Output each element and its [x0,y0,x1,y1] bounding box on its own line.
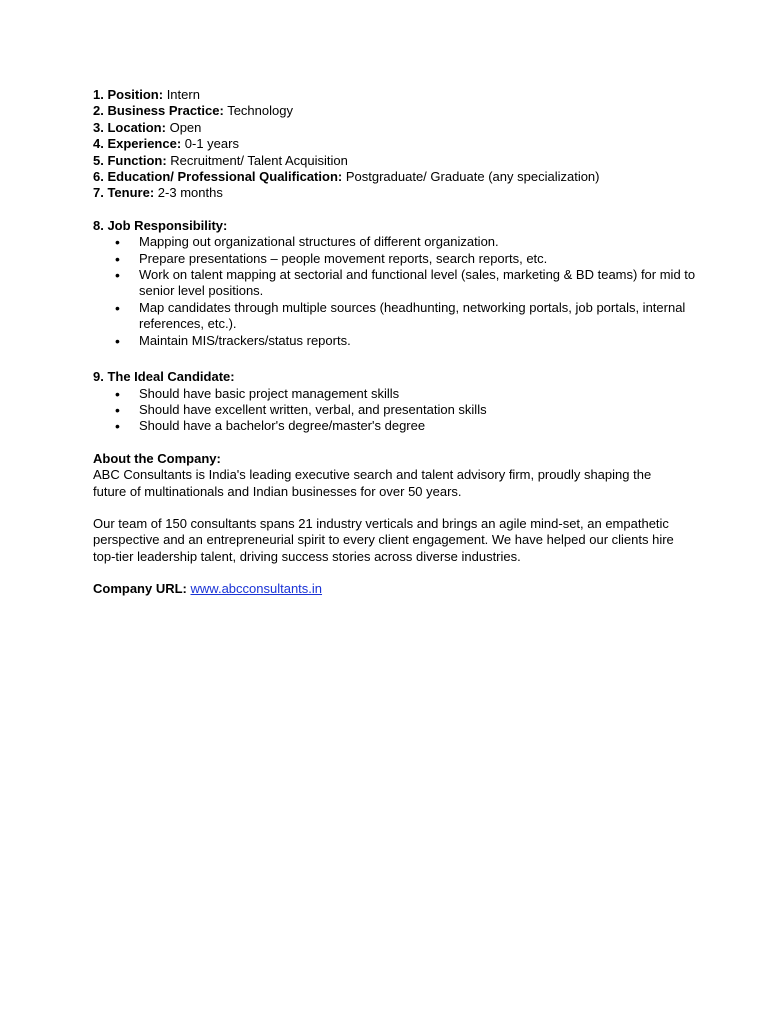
about-paragraph: ABC Consultants is India's leading executive search and talent advisory firm, proudly shaping the future of multinationals and Indian businesses for over 50 years. [93,467,652,499]
about-company-section [93,451,693,565]
field-label: 6. Education/ Professional Qualification: [93,169,343,185]
field-value: 0-1 years [184,136,239,152]
field-tenure [93,185,693,201]
field-value: Intern [166,87,200,102]
field-value: Open [169,119,202,135]
section-heading: 9. The Ideal Candidate: [93,369,235,385]
spacer [93,202,693,218]
field-value: 2-3 months [157,185,223,201]
field-education [93,169,693,185]
field-experience [93,136,693,152]
job-description [93,87,696,598]
spacer [93,500,693,516]
list-item: • Should have basic project management skills [93,386,699,402]
field-value: Technology [227,103,293,119]
field-label: 5. Function: [93,152,167,168]
about-paragraph: Our team of 150 consultants spans 21 industry verticals and brings an agile mind-set, an empathetic perspective and an entrepreneurial spirit to every client engagement. We have helped our clients hire top-tier leadership talent, driving success stories across diverse industries. [93,515,674,564]
field-label: 1. Position: [93,87,164,102]
responsibility-list [93,234,696,349]
spacer [93,435,693,451]
list-item: • Should have excellent written, verbal, and presentation skills [93,402,699,418]
company-url-label: Company URL: [93,581,187,597]
field-value: Postgraduate/ Graduate (any specialization) [345,169,600,185]
field-location [93,120,693,136]
ideal-candidate-section [93,369,693,435]
field-label: 2. Business Practice: [93,103,224,119]
spacer [93,565,693,581]
field-business-practice [93,103,693,119]
list-item: • Prepare presentations – people movement reports, search reports, etc. [93,251,699,267]
spacer [93,349,693,369]
field-label: 3. Location: [93,119,166,135]
field-value: Recruitment/ Talent Acquisition [170,152,348,168]
job-responsibility-section [93,217,696,349]
company-url-link[interactable]: www.abcconsultants.in [190,581,323,597]
section-heading: 8. Job Responsibility: [93,217,228,233]
field-label: 7. Tenure: [93,185,155,201]
list-item: • Map candidates through multiple sources (headhunting, networking portals, job portals, internal references, etc.). [93,300,699,333]
list-item: • Maintain MIS/trackers/status reports. [93,333,699,349]
list-item: • Work on talent mapping at sectorial and functional level (sales, marketing & BD teams) for mid to senior level positions. [93,267,699,300]
field-label: 4. Experience: [93,136,182,152]
company-url-line [93,581,693,597]
field-position [93,87,693,103]
list-item: • Mapping out organizational structures of different organization. [93,234,699,250]
section-heading: About the Company: [93,450,221,466]
ideal-candidate-list [93,386,693,435]
field-function [93,153,693,169]
list-item: • Should have a bachelor's degree/master's degree [93,418,699,434]
job-details-list [93,87,693,202]
